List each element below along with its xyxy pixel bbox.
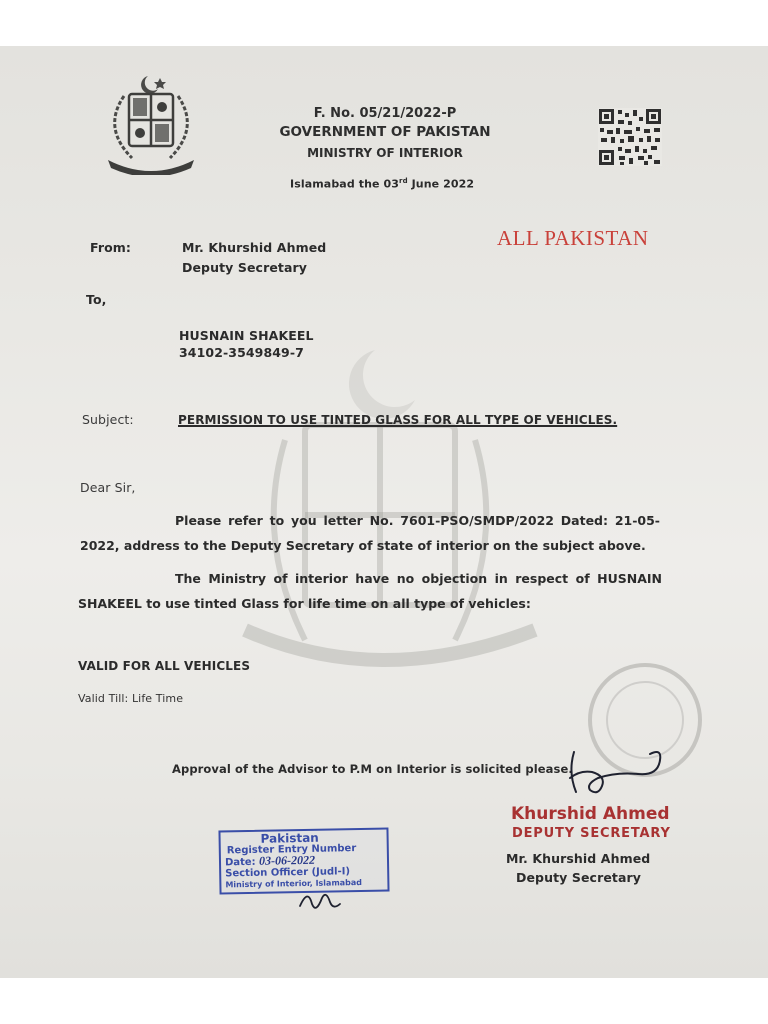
recipient-name: HUSNAIN SHAKEEL (179, 328, 314, 343)
from-label: From: (90, 240, 132, 255)
paragraph-1: Please refer to you letter No. 7601-PSO/SMDP/2022 Dated: 21-05-2022, address to the Deputy Secretary of state of interior on the subject above. (80, 513, 660, 553)
subject-label: Subject: (82, 412, 134, 427)
stamp-date-label: Date: (224, 856, 256, 869)
pakistan-emblem (96, 70, 206, 175)
validity-till: Valid Till: Life Time (78, 692, 184, 705)
signatory-title: Deputy Secretary (516, 870, 642, 885)
ministry-heading: MINISTRY OF INTERIOR (307, 146, 463, 160)
date-month-year: June 2022 (407, 177, 475, 191)
validity-heading: VALID FOR ALL VEHICLES (78, 659, 251, 673)
signature-stamp-title: DEPUTY SECRETARY (512, 826, 671, 841)
government-heading: GOVERNMENT OF PAKISTAN (279, 124, 491, 140)
stamp-line-1: Pakistan (260, 830, 319, 846)
subject-text (178, 413, 617, 427)
stamp-line-5: Ministry of Interior, Islamabad (225, 877, 363, 890)
stamp-initials (296, 884, 346, 914)
stamp-line-4: Section Officer (Judl-I) (225, 866, 351, 880)
stamp-date-value: 03-06-2022 (258, 852, 316, 868)
signatory-name: Mr. Khurshid Ahmed (506, 851, 651, 866)
qr-code (598, 108, 662, 166)
signature-stamp-name: Khurshid Ahmed (511, 804, 670, 824)
from-title: Deputy Secretary (182, 260, 308, 275)
letter-date (290, 177, 474, 191)
from-name: Mr. Khurshid Ahmed (182, 240, 327, 255)
date-suffix: rd (399, 177, 408, 185)
all-pakistan-stamp: ALL PAKISTAN (497, 226, 649, 250)
paragraph-2: The Ministry of interior have no objection in respect of HUSNAIN SHAKEEL to use tinted Glass for life time on all type of vehicles: (78, 571, 662, 611)
recipient-cnic: 34102-3549849-7 (179, 345, 304, 360)
salutation: Dear Sir, (80, 480, 136, 495)
stamp-line-2: Register Entry Number (226, 843, 357, 857)
to-label: To, (86, 292, 107, 307)
subject-underlined: PERMISSION TO USE TINTED GLASS FOR ALL TYPE OF VEHICLES. (178, 413, 618, 427)
file-number: F. No. 05/21/2022-P (313, 106, 457, 121)
approval-line: Approval of the Advisor to P.M on Interior is solicited please. (172, 762, 573, 776)
handwritten-signature (560, 742, 670, 802)
date-day: Islamabad the 03 (290, 177, 400, 191)
